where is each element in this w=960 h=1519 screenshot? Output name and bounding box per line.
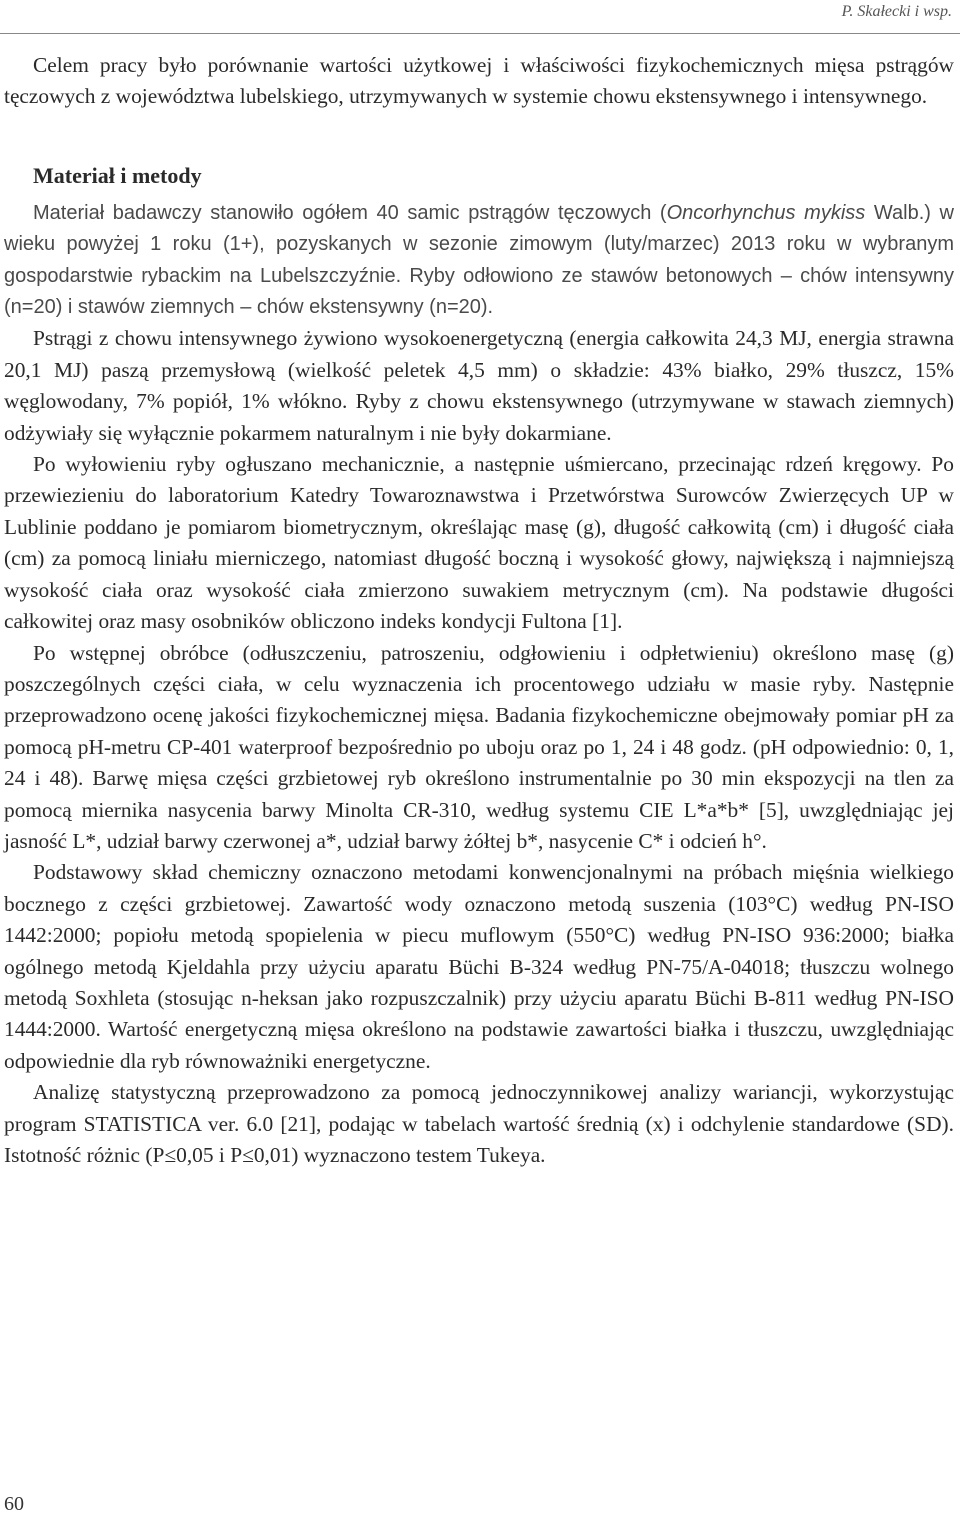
header-rule	[0, 33, 960, 34]
species-name: Oncorhynchus mykiss	[666, 201, 866, 224]
intro-paragraph: Celem pracy było porównanie wartości użytkowej i właściwości fizykochemicznych mięsa pstrągów tęczowych z województwa lubelskiego, utrzymywanych w systemie chowu ekstensywnego i intensywnego.	[4, 53, 954, 109]
materials-text-start: Materiał badawczy stanowiło ogółem 40 samic pstrągów tęczowych (	[33, 201, 667, 224]
chemical-composition-paragraph: Podstawowy skład chemiczny oznaczono metodami konwencjonalnymi na próbach mięśnia wielkiego bocznego z części grzbietowej. Zawartość wody oznaczono metodą suszenia (103°C) według PN-ISO 1442:2000; popiołu metodą spopielenia w piecu muflowym (550°C) według PN-ISO 936:2000; białka ogólnego metodą Kjeldahla przy użyciu aparatu Büchi B-324 według PN-75/A-04018; tłuszczu wolnego metodą Soxhleta (stosując n-heksan jako rozpuszczalnik) przy użyciu aparatu Büchi B-811 według PN-ISO 1444:2000. Wartość energetyczną mięsa określono na podstawie zawartości białka i tłuszczu, uwzględniając odpowiednie dla ryb równoważniki energetyczne.	[4, 860, 954, 1073]
materials-paragraph	[4, 198, 954, 324]
page-content	[4, 50, 954, 1171]
physicochemical-paragraph: Po wstępnej obróbce (odłuszczeniu, patroszeniu, odgłowieniu i odpłetwieniu) określono masę (g) poszczególnych części ciała, w celu wyznaczenia ich procentowego udziału w masie ryby. Następnie przeprowadzono ocenę jakości fizykochemicznej mięsa. Badania fizykochemiczne obejmowały pomiar pH za pomocą pH-metru CP-401 waterproof bezpośrednio po uboju oraz po 1, 24 i 48 godz. (pH odpowiednio: 0, 1, 24 i 48). Barwę mięsa części grzbietowej ryb określono instrumentalnie po 30 min ekspozycji na tlen za pomocą miernika nasycenia barwy Minolta CR-310, według systemu CIE L*a*b* [5], uwzględniając jej jasność L*, udział barwy czerwonej a*, udział barwy żółtej b*, nasycenie C* i odcień h°.	[4, 640, 954, 853]
running-header: P. Skałecki i wsp.	[841, 3, 952, 20]
materials-text-end: Walb.) w wieku powyżej 1 roku (1+), pozyskanych w sezonie zimowym (luty/marzec) 2013 roku w wybranym gospodarstwie rybackim na Lubelszczyźnie. Ryby odłowiono ze stawów betonowych – chów intensywny (n=20) i stawów ziemnych – chów ekstensywny (n=20).	[4, 201, 954, 319]
statistics-paragraph: Analizę statystyczną przeprowadzono za pomocą jednoczynnikowej analizy wariancji, wykorzystując program STATISTICA ver. 6.0 [21], podając w tabelach wartość średnią (x) i odchylenie standardowe (SD). Istotność różnic (P≤0,05 i P≤0,01) wyznaczono testem Tukeya.	[4, 1080, 954, 1167]
biometry-paragraph: Po wyłowieniu ryby ogłuszano mechanicznie, a następnie uśmiercano, przecinając rdzeń kręgowy. Po przewiezieniu do laboratorium Katedry Towaroznawstwa i Przetwórstwa Surowców Zwierzęcych UP w Lublinie poddano je pomiarom biometrycznym, określając masę (g), długość całkowitą (cm) i długość ciała (cm) za pomocą liniału mierniczego, natomiast długość boczną i wysokość głowy, największą i najmniejszą wysokość ciała oraz wysokość ciała zmierzono suwakiem metrycznym (cm). Na podstawie długości całkowitej oraz masy osobników obliczono indeks kondycji Fultona [1].	[4, 452, 954, 634]
materials-block	[4, 198, 954, 324]
feeding-paragraph: Pstrągi z chowu intensywnego żywiono wysokoenergetyczną (energia całkowita 24,3 MJ, energia strawna 20,1 MJ) paszą przemysłową (wielkość peletek 4,5 mm) o składzie: 43% białko, 29% tłuszcz, 15% węglowodany, 7% popiół, 1% włókno. Ryby z chowu ekstensywnego (utrzymywane w stawach ziemnych) odżywiały się wyłącznie pokarmem naturalnym i nie były dokarmiane.	[4, 326, 954, 445]
section-heading: Materiał i metody	[33, 162, 202, 188]
page-number: 60	[4, 1493, 24, 1515]
